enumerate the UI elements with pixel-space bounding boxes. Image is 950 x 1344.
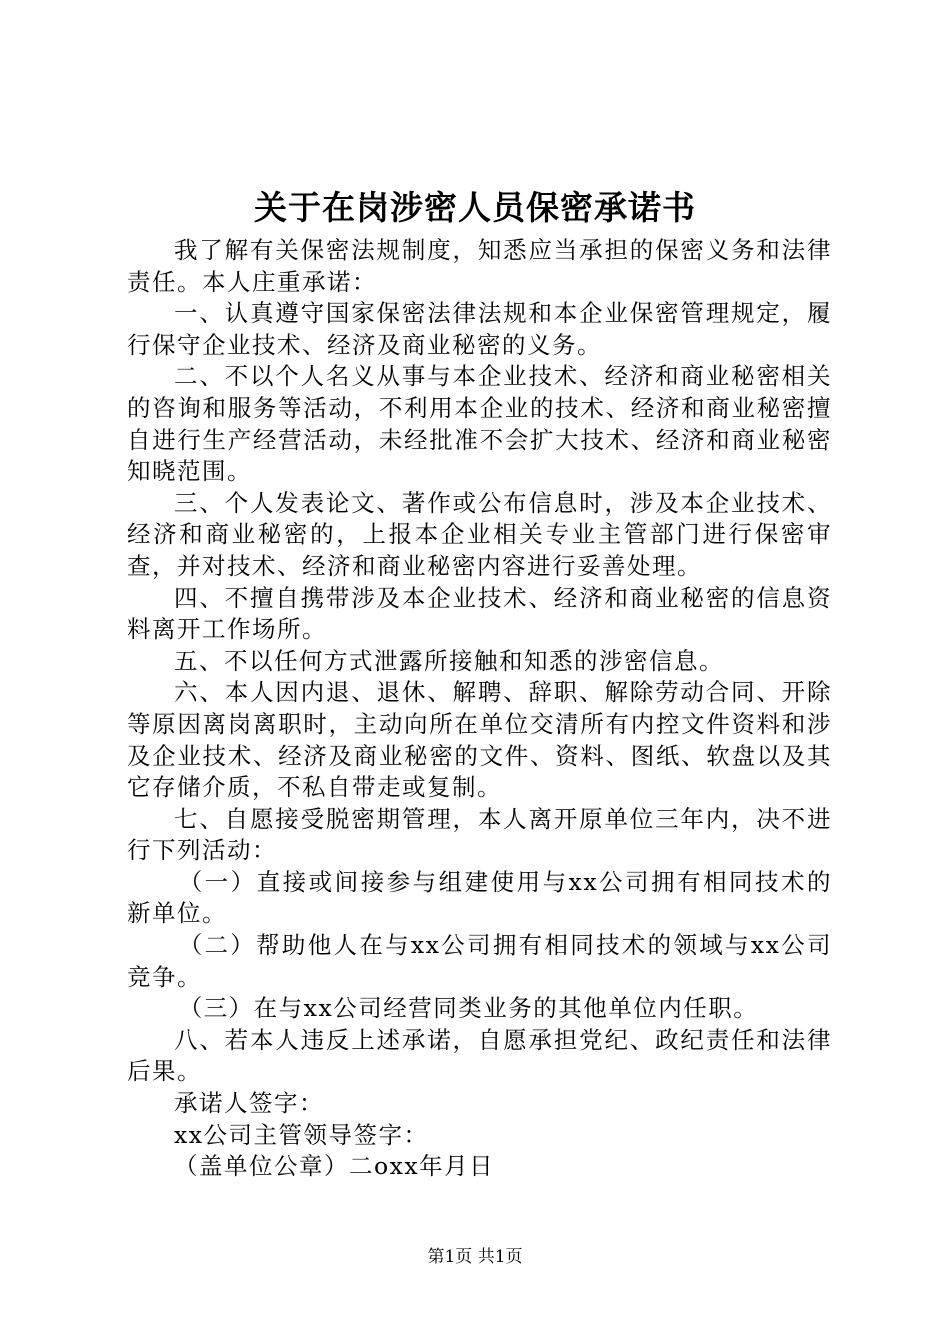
intro-paragraph: 我了解有关保密法规制度，知悉应当承担的保密义务和法律责任。本人庄重承诺： bbox=[127, 236, 832, 296]
sub-clause-2: （二）帮助他人在与xx公司拥有相同技术的领域与xx公司竞争。 bbox=[127, 931, 832, 991]
clause-8: 八、若本人违反上述承诺，自愿承担党纪、政纪责任和法律后果。 bbox=[127, 1025, 832, 1086]
clause-7: 七、自愿接受脱密期管理，本人离开原单位三年内，决不进行下列活动： bbox=[127, 804, 832, 865]
promisor-signature-line: 承诺人签字： bbox=[174, 1089, 324, 1118]
document-title: 关于在岗涉密人员保密承诺书 bbox=[254, 188, 696, 227]
clause-3: 三、个人发表论文、著作或公布信息时，涉及本企业技术、经济和商业秘密的，上报本企业相关专业主管部门进行保密审查，并对技术、经济和商业秘密内容进行妥善处理。 bbox=[127, 488, 832, 580]
sub-clause-3: （三）在与xx公司经营同类业务的其他单位内任职。 bbox=[178, 994, 759, 1023]
sub-clause-1: （一）直接或间接参与组建使用与xx公司拥有相同技术的新单位。 bbox=[127, 867, 832, 928]
clause-5: 五、不以任何方式泄露所接触和知悉的涉密信息。 bbox=[174, 646, 724, 675]
clause-4: 四、不擅自携带涉及本企业技术、经济和商业秘密的信息资料离开工作场所。 bbox=[127, 583, 832, 644]
page-number: 第1页 共1页 bbox=[427, 1247, 523, 1267]
document-body bbox=[127, 235, 832, 1183]
clause-2: 二、不以个人名义从事与本企业技术、经济和商业秘密相关的咨询和服务等活动，不利用本企业的技术、经济和商业秘密擅自进行生产经营活动，未经批准不会扩大技术、经济和商业秘密知晓范围。 bbox=[127, 362, 832, 486]
leader-signature-line: xx公司主管领导签字： bbox=[174, 1120, 429, 1149]
clause-1: 一、认真遵守国家保密法律法规和本企业保密管理规定，履行保守企业技术、经济及商业秘密的义务。 bbox=[127, 299, 832, 359]
seal-date-line: （盖单位公章）二oxx年月日 bbox=[174, 1152, 495, 1181]
clause-6: 六、本人因内退、退休、解聘、辞职、解除劳动合同、开除等原因离岗离职时，主动向所在单位交清所有内控文件资料和涉及企业技术、经济及商业秘密的文件、资料、图纸、软盘以及其它存储介质，不私自带走或复制。 bbox=[127, 678, 832, 802]
